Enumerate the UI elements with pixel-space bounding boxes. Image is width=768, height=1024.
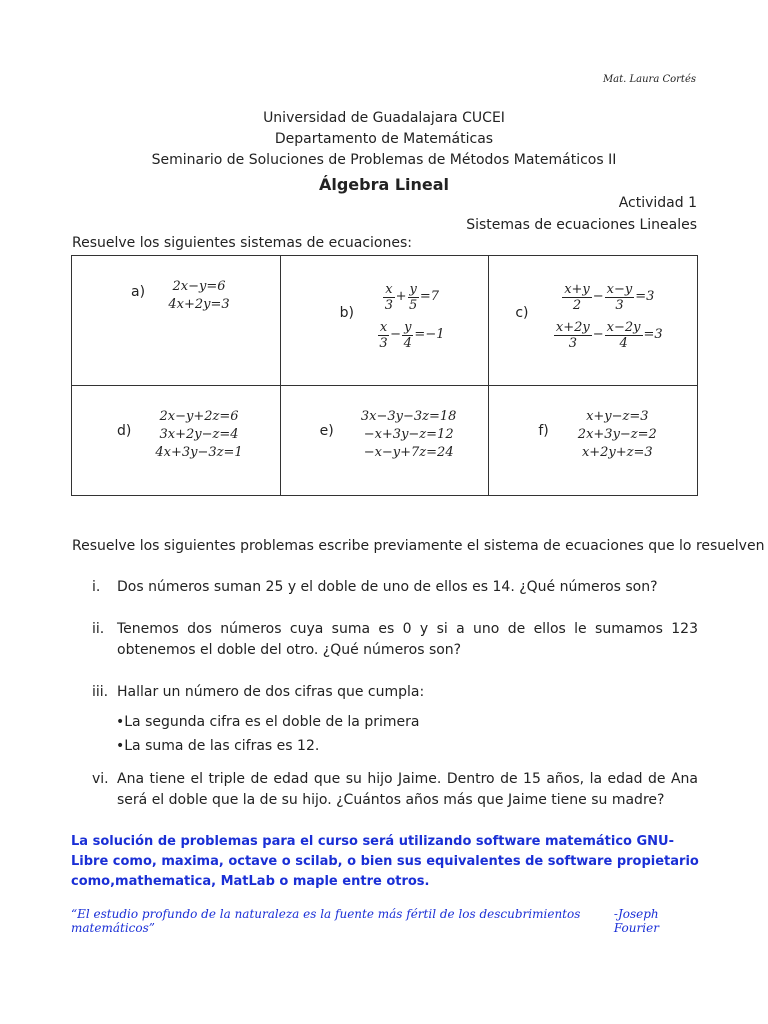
quote-text: “El estudio profundo de la naturaleza es la fuente más fértil de los descubrimientos matemáticos” xyxy=(71,907,581,935)
equation: $\frac{x+2y}{3}$ − $\frac{x-2y}{4}$ =3 xyxy=(555,319,663,351)
document-header xyxy=(0,108,768,195)
problem-item xyxy=(72,682,698,703)
equation: x+y−z=3 xyxy=(586,409,649,424)
university-name: Universidad de Guadalajara CUCEI xyxy=(263,110,505,126)
problem-number: iii. xyxy=(92,684,109,700)
problem-number: vi. xyxy=(92,771,109,787)
activity-info xyxy=(466,192,697,236)
systems-instructions: Resuelve los siguientes sistemas de ecuaciones: xyxy=(72,235,412,251)
system-c-label: c) xyxy=(515,305,529,321)
page-title: Álgebra Lineal xyxy=(318,175,450,194)
equation: $\frac{x+y}{2}$ − $\frac{x-y}{3}$ =3 xyxy=(564,281,655,313)
software-note: La solución de problemas para el curso será utilizando software matemático GNU-Libre como, maxima, octave o scilab, o bien sus equivalentes de software propietario como,mathematica, MatLab o maple entre otros. xyxy=(71,834,699,889)
equation: 2x−y+2z=6 xyxy=(159,409,239,424)
condition-bullet: •La suma de las cifras es 12. xyxy=(116,738,320,754)
system-a-equations xyxy=(164,278,234,314)
equation: 2x−y=6 xyxy=(172,279,226,294)
system-f-equations xyxy=(565,408,669,462)
equation: $\frac{x}{3}$ + $\frac{y}{5}$ =7 xyxy=(384,281,440,313)
system-c-equations xyxy=(545,278,670,354)
problem-text: Dos números suman 25 y el doble de uno de ellos es 14. ¿Qué números son? xyxy=(117,579,658,595)
problem-text: Ana tiene el triple de edad que su hijo Jaime. Dentro de 15 años, la edad de Ana será el doble que la de su hijo. ¿Cuántos años más que Jaime tiene su madre? xyxy=(117,771,698,808)
system-e-cell xyxy=(280,386,489,496)
equation: 3x−3y−3z=18 xyxy=(360,409,457,424)
quote-block xyxy=(71,907,699,935)
system-a-cell xyxy=(72,256,281,386)
system-b-equations xyxy=(371,278,451,354)
equation: 2x+3y−z=2 xyxy=(577,427,657,442)
equation: 4x+3y−3z=1 xyxy=(155,445,243,460)
activity-number: Actividad 1 xyxy=(618,195,697,211)
problem-text: Hallar un número de dos cifras que cumpla: xyxy=(117,684,425,700)
system-c-cell xyxy=(489,256,698,386)
equation: 4x+2y=3 xyxy=(168,297,230,312)
system-a-label: a) xyxy=(131,284,146,300)
system-d-label: d) xyxy=(117,423,132,439)
equation: x+2y+z=3 xyxy=(581,445,653,460)
system-e-equations xyxy=(349,408,469,462)
seminar-name: Seminario de Soluciones de Problemas de Métodos Matemáticos II xyxy=(151,152,617,168)
activity-topic: Sistemas de ecuaciones Lineales xyxy=(466,217,697,233)
system-d-cell xyxy=(72,386,281,496)
problem-text: Tenemos dos números cuya suma es 0 y si a uno de ellos le sumamos 123 obtenemos el doble del otro. ¿Qué números son? xyxy=(117,621,698,658)
system-b-label: b) xyxy=(339,305,355,321)
system-f-cell xyxy=(489,386,698,496)
author-name: Mat. Laura Cortés xyxy=(602,74,696,85)
system-e-label: e) xyxy=(319,423,334,439)
system-b-cell xyxy=(280,256,489,386)
equation: −x+3y−z=12 xyxy=(363,427,454,442)
problem-item xyxy=(72,577,698,598)
system-f-label: f) xyxy=(538,423,549,439)
equation: −x−y+7z=24 xyxy=(363,445,454,460)
problem-item xyxy=(72,619,698,661)
department-name: Departamento de Matemáticas xyxy=(274,131,494,147)
problems-instructions: Resuelve los siguientes problemas escribe previamente el sistema de ecuaciones que lo resuelven xyxy=(72,538,765,554)
problem-number: i. xyxy=(92,579,101,595)
problem-item xyxy=(72,769,698,811)
system-d-equations xyxy=(144,408,254,462)
condition-bullet: •La segunda cifra es el doble de la primera xyxy=(116,714,420,730)
equation: $\frac{x}{3}$ − $\frac{y}{4}$ =−1 xyxy=(379,319,445,351)
quote-attribution: -Joseph Fourier xyxy=(613,907,659,935)
equation: 3x+2y−z=4 xyxy=(159,427,239,442)
problem-number: ii. xyxy=(92,621,105,637)
equation-systems-table xyxy=(71,255,698,496)
